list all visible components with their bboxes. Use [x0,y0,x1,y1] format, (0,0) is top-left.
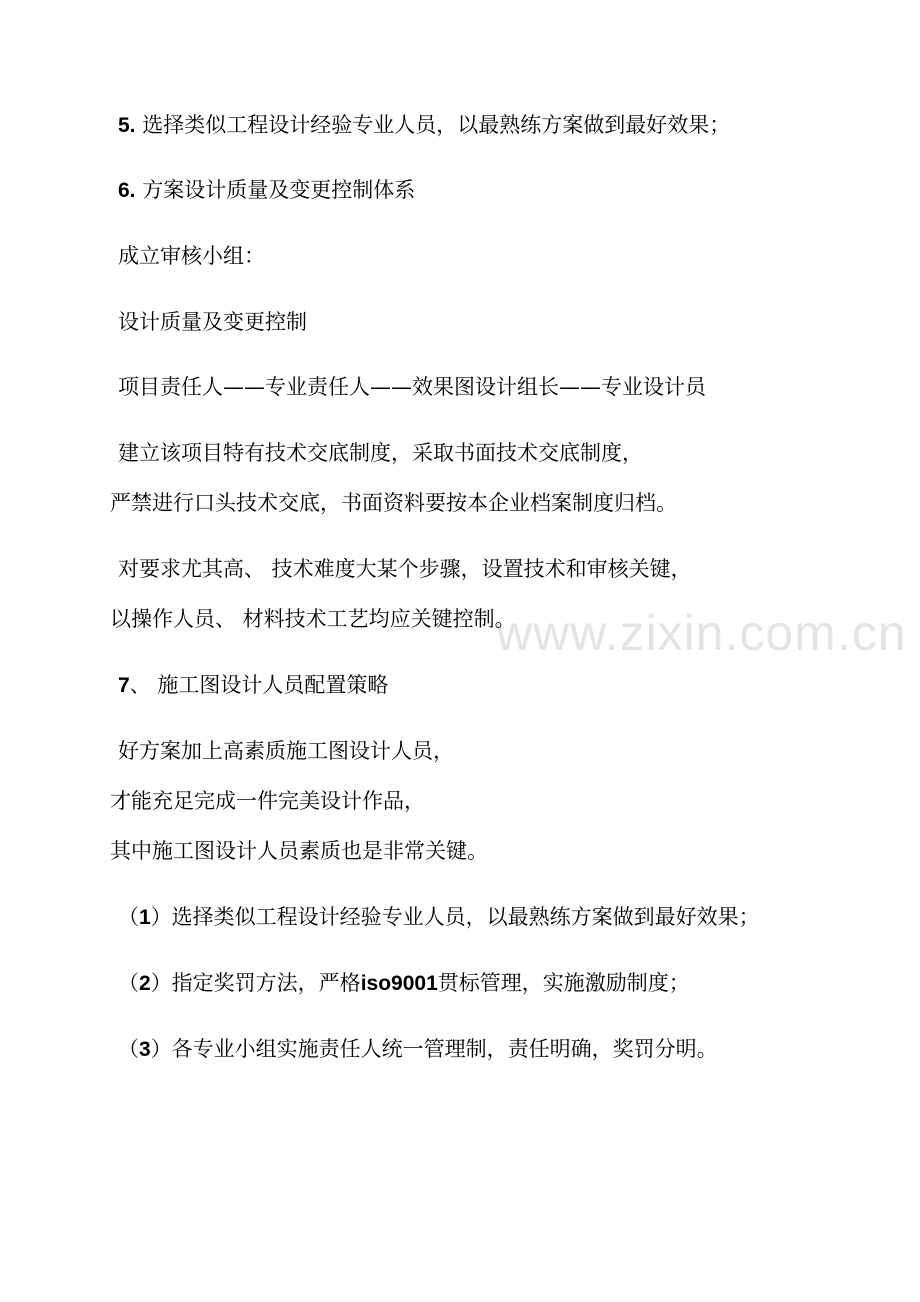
item-number: 6. [118,179,136,202]
paren-open: （ [118,905,139,929]
paragraph-line: 成立审核小组： [118,244,265,268]
line-text-tail: 贯标管理，实施激励制度； [437,971,690,995]
paren-open: （ [118,971,139,995]
paragraph-line: 好方案加上高素质施工图设计人员， [118,739,454,763]
line-text: ）各专业小组实施责任人统一管理制，责任明确，奖罚分明。 [150,1037,718,1061]
sub-item-2 [110,969,690,998]
item-number: 3 [139,1038,151,1061]
item-number: 1 [139,906,151,929]
paragraph-line: 以操作人员、 材料技术工艺均应关键控制。 [110,607,516,631]
paren-open: （ [118,1037,139,1061]
item-7-heading [110,671,388,700]
paragraph-line: 才能充足完成一件完美设计作品， [110,789,425,813]
sub-item-3 [110,1035,718,1064]
paragraph-line: 建立该项目特有技术交底制度，采取书面技术交底制度， [118,441,643,465]
paragraph-line: 对要求尤其高、 技术难度大某个步骤，设置技术和审核关键， [118,557,692,581]
line-text: 方案设计质量及变更控制体系 [135,178,416,202]
item-5-line [110,111,730,140]
line-text: 、 施工图设计人员配置策略 [129,673,389,697]
item-number: 2 [139,972,151,995]
paragraph-line: 设计质量及变更控制 [118,310,307,334]
line-text: ）指定奖罚方法，严格 [150,971,361,995]
item-number: 5. [118,114,136,137]
line-text: ）选择类似工程设计经验专业人员，以最熟练方案做到最好效果； [150,905,760,929]
watermark: www.zixin.com.cn [496,605,907,661]
paragraph-line: 其中施工图设计人员素质也是非常关键。 [110,839,488,863]
standard-code: iso9001 [360,972,438,995]
sub-item-1 [110,903,760,932]
paragraph-line: 项目责任人——专业责任人——效果图设计组长——专业设计员 [118,375,706,399]
item-6-heading [110,176,415,205]
line-text: 选择类似工程设计经验专业人员，以最熟练方案做到最好效果； [135,113,731,137]
item-number: 7 [118,674,130,697]
paragraph-line: 严禁进行口头技术交底，书面资料要按本企业档案制度归档。 [110,491,677,515]
